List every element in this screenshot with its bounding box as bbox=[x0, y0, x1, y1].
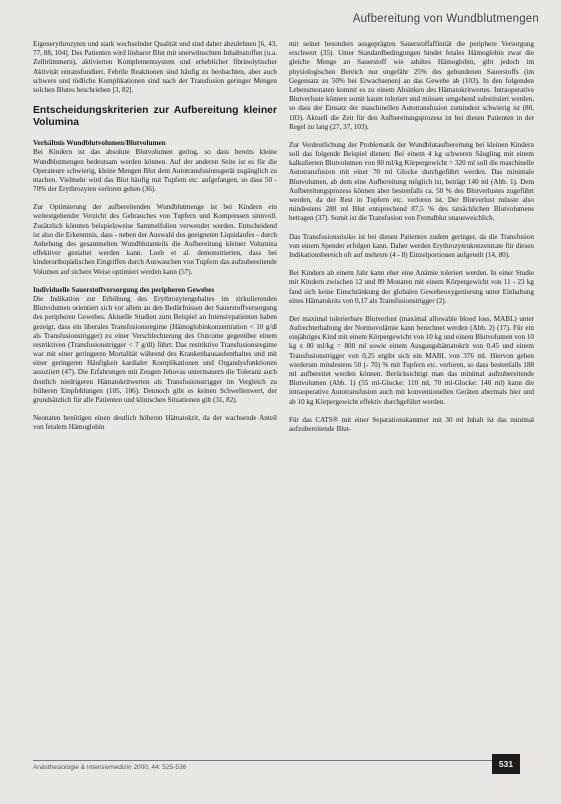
right-column bbox=[289, 40, 534, 443]
page-number: 531 bbox=[492, 754, 520, 774]
left-paragraph-5: Neonaten benötigen einen deutlich höheren Hämatokrit, da der wachsende Anteil von fetalem Hämoglobin bbox=[33, 414, 277, 432]
running-head: Aufbereitung von Wundblutmengen bbox=[352, 13, 539, 25]
footer-rule bbox=[33, 760, 499, 761]
section-heading: Entscheidungskriterien zur Aufbereitung kleiner Volumina bbox=[33, 105, 277, 129]
right-paragraph-5: Der maximal tolerierbare Blutverlust (maximal allowable blood loss, MABL) unter Aufrechterhaltung der Normovolämie kann berechnet werden (Abb. 2) (17). Für ein einjähriges Kind mit einem Körpergewicht von 10 kg und einem Blutvolumen von 10 kg x 80 ml/kg = 800 ml sowie einem Ausgangshämatokrit von 0,45 und einem Transfusionstrigger von 0,25 ergibt sich ein MABL von 376 ml. Hiervon gehen wiederum mindestens 50 (- 70) % mit Tupfern etc. verloren, so dass bestenfalls 188 ml aufbereitet werden können. Berücksichtigt man das minimal aufzubereitende Blutvolumen (Abb. 1) (55 ml-Glocke: 110 ml, 70 ml-Glocke: 140 ml) kann die intraoperative Autotransfusion auch mit konventionellen Geräten abermals hier und ab 10 kg Körpergewicht effektiv durchgeführt werden. bbox=[289, 314, 534, 406]
right-paragraph-4: Bei Kindern ab einem Jahr kann eher eine Anämie toleriert werden. In einer Studie mit Kindern zwischen 12 und 89 Monaten mit einem Körpergewicht von 11 - 23 kg fand sich keine Einschränkung der globalen Gewebeoxygenierung unter Einhaltung eines Hämatokrits von 0,17 als Transfusionstrigger (2). bbox=[289, 269, 534, 305]
right-paragraph-2: Zur Verdeutlichung der Problematik der Wundblutaufbereitung bei kleinen Kindern soll das folgende Beispiel dienen: Bei einem 4 kg schweren Säugling mit einem kalkulierten Blutvolumen von 80 ml/kg Körpergewicht = 320 ml soll die maschinelle Autotransfusion mit einer 70 ml Glocke durchgeführt werden. Das minimale Blutvolumen, ab dem eine Aufbereitung möglich ist, beträgt 140 ml (Abb. 1). Dem Aufbereitungsprozess können aber bestenfalls ca. 50 % des Blutverlustes zugeführt werden, da der Rest in Tupfern etc. verloren ist. Der Blutverlust müsste also mindestens 280 ml Blut entsprechend 87,5 % des tatsächlichen Blutvolumens betragen (37). Somit ist die Transfusion von Fremdblut unausweichlich. bbox=[289, 140, 534, 223]
subsection-heading-oxygen: Individuelle Sauerstoffversorgung des peripheren Gewebes bbox=[33, 285, 215, 294]
right-paragraph-3: Das Transfusionsrisiko ist bei diesen Patienten zudem geringer, da die Transfusion von einem Spender erfolgen kann. Daher werden Erythrozytenkonzentrate für diesen Indikationsbereich oft auf mehrere (4 - 8) Einzelportionen aufgeteilt (14, 80). bbox=[289, 232, 534, 259]
subsection-heading-volume: Verhältnis Wundblutvolumen/Blutvolumen bbox=[33, 139, 166, 148]
right-paragraph-6: Für das CATS® mit einer Separationskammer mit 30 ml Inhalt ist das minimal aufzubereitende Blut- bbox=[289, 415, 534, 433]
left-paragraph-2: Bei Kindern ist das absolute Blutvolumen gering, so dass bereits kleine Wundblutmengen bedeutsam werden können. Auf der anderen Seite ist es für die Operateure schwierig, kleine Mengen Blut dem Autotransfusionsgerät zugänglich zu machen. Vielmehr wird das Blut häufig mit Tupfern etc. aufgefangen, so dass 50 - 70% der Erythrozyten verloren gehen (36). bbox=[33, 148, 277, 194]
left-column bbox=[33, 40, 277, 442]
left-paragraph-3: Zur Optimierung der aufbereitenden Wundblutmenge ist bei Kindern ein weitestgehender Verzicht des Gebrauches von Tupfern und Kompressen sinnvoll. Zusätzlich könnten beispielsweise Sammelfolien verwendet werden. Entscheidend ist also die Erkenntnis, dass - neben der Auswahl des geeigneten Liquidaufes - durch Anhebung des gesammelten Wundblutanteils die Aufbereitung kleiner Volumina effektiver gestaltet werden kann. Loeb et al. demonstrierten, dass bei kinderorthopädischen Eingriffen durch Auswaschen von Tupfern das aufzubereitende Volumen auf sichere Weise optimiert werden kann (57). bbox=[33, 203, 277, 276]
footer-citation: Anästhesiologie & Intensivmedizin 2000, 44: 525-538 bbox=[33, 764, 187, 771]
left-paragraph-1: Eigenerythrozyten und stark wechselnder Qualität und sind daher abzulehnen [6, 43, 77, 88, 104]. Des Patienten wird lösbarer Blut mit unerwünschten Inhaltsstoffen (u.a. Zelltrümmern), aktivierten Komplementsystem und erheblicher fibrinolytischer Aktivität retransfundiert. Febrile Reaktionen sind häufig zu beobachten, aber auch schwere und tödliche Komplikationen sind nach der Transfusion geringer Mengen solchen Blutes beschrieben [3, 82]. bbox=[33, 40, 277, 94]
right-paragraph-1: mit seiner besonders ausgeprägten Sauerstoffaffinität die periphere Versorgung erschwert (35). Unter Standardbedingungen bindet fetales Hämoglobin zwar die gleiche Menge an Sauerstoff wie adultes Hämoglobin, gibt jedoch im physiologischen Bereich nur ungefähr 25% des gebundenen Sauerstoffs (im Gegensatz zu 50% bei Erwachsenen) an das Gewebe ab (103). In den folgenden Lebensmonaten kommt es zu einem Absinken des Hämatokritwertes. Intraoperative Blutverluste können somit kaum toleriert und müssen umgehend substituiert werden, so dass der Einsatz der maschinellen Autotransfusion zumindest schwierig ist (80, 103). Aktuell die Zeit für den Aufbereitungsprozess ist bei diesen Patienten in der Regel zu lang (27, 37, 103). bbox=[289, 40, 534, 131]
left-paragraph-4: Die Indikation zur Erhöhung des Erythrozytengehaltes im zirkulierenden Blutvolumen orientiert sich vor allem an den Bedürfnissen der Sauerstoffversorgung des peripheren Gewebes. Aktuelle Studien zum Beispiel an Intensivpatienten haben gezeigt, dass ein liberales Transfusionsregime (Hämoglobinkonzentration < 10 g/dl als Transfusionstrigger) zu einer Verschlechterung des Outcome gegenüber einem restriktiven (Transfusionstrigger < 7 g/dl) führt: Das restriktive Transfusionsregime war mit einer geringeren Mortalität während des Krankenhausaufenthaltes und mit einer geringeren Häufigkeit kardialer Komplikationen und Organdysfunktionen assoziiert (47). Die Erfahrungen mit Zeugen Jehovas untermauern die Toleranz auch deutlich niedrigeren Hämatokritwerten als Transfusionstrigger im Vergleich zu früheren Empfehlungen (105, 106). Dennoch gibt es keinen Schwellenwert, der grundsätzlich für alle Patienten und klinischen Situationen gilt (31, 82). bbox=[33, 294, 277, 404]
